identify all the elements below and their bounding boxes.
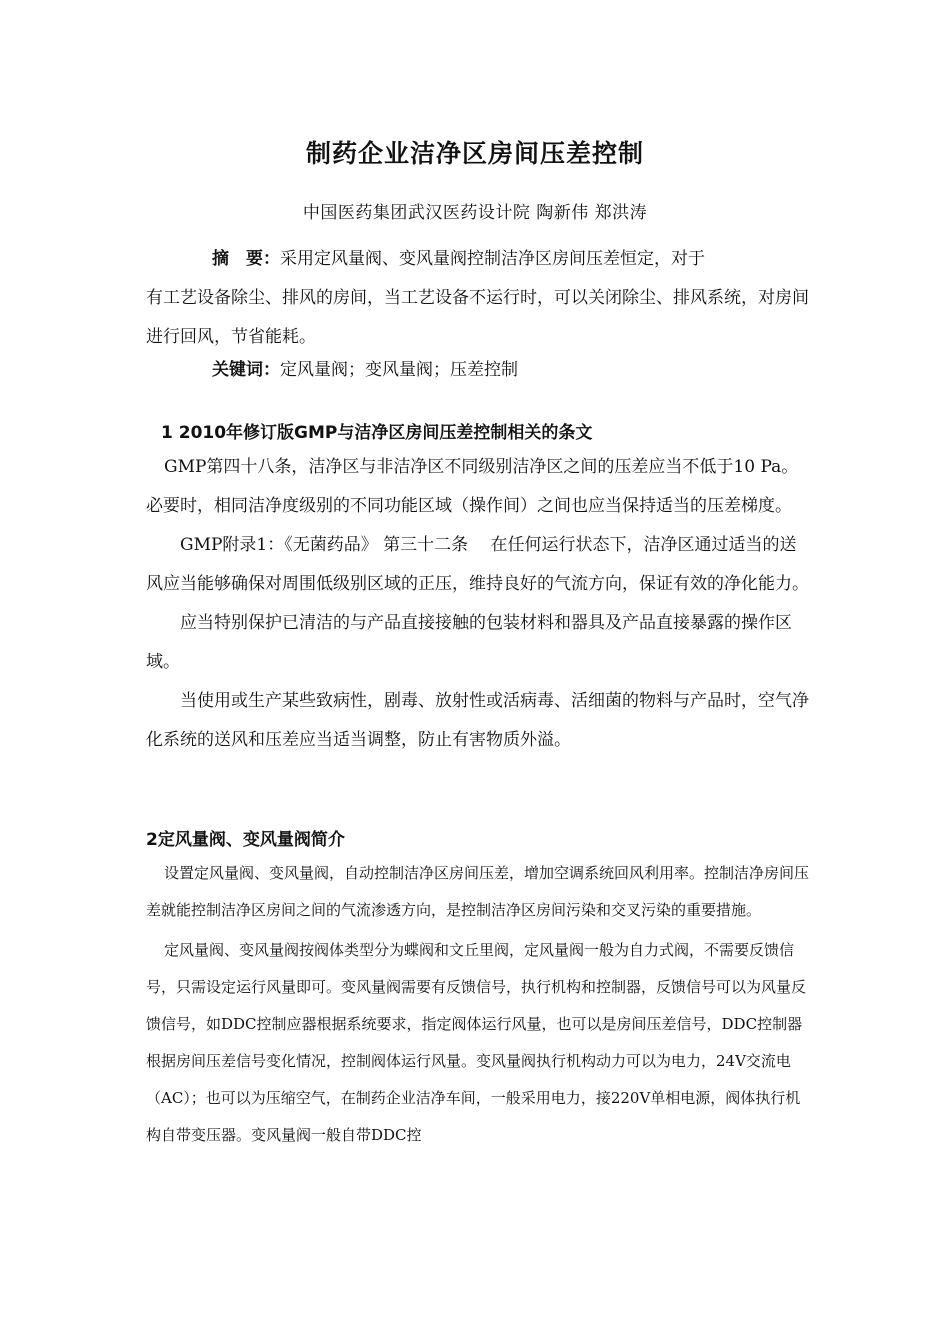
keywords-label: 关键词： [212,360,280,380]
section-1-paragraph: GMP附录1：《无菌药品》 第三十二条 在任何运行状态下，洁净区通过适当的送风应当能够确保对周围低级别区域的正压，维持良好的气流方向，保证有效的净化能力。 [146,535,809,594]
keywords [146,355,810,385]
keywords-text: 定风量阀；变风量阀；压差控制 [280,360,518,380]
section-1-body [146,448,810,760]
authors-line: 中国医药集团武汉医药设计院 陶新伟 郑洪涛 [302,203,648,223]
page-title: 制药企业洁净区房间压差控制 [305,139,644,168]
section-2-heading: 2定风量阀、变风量阀简介 [146,830,345,850]
section-1-heading: 1 2010年修订版GMP与洁净区房间压差控制相关的条文 [161,423,593,443]
section-1-paragraph: 当使用或生产某些致病性，剧毒、放射性或活病毒、活细菌的物料与产品时，空气净化系统的送风和压差应当适当调整，防止有害物质外溢。 [146,691,809,750]
section-2-paragraph: 设置定风量阀、变风量阀，自动控制洁净区房间压差，增加空调系统回风利用率。控制洁净房间压差就能控制洁净区房间之间的气流渗透方向，是控制洁净区房间污染和交叉污染的重要措施。 [146,864,810,919]
abstract-label: 摘 要： [212,249,280,269]
section-2-body [146,855,810,1154]
section-1-paragraph: GMP第四十八条，洁净区与非洁净区不同级别洁净区之间的压差应当不低于10 Pa。必要时，相同洁净度级别的不同功能区域（操作间）之间也应当保持适当的压差梯度。 [146,457,799,516]
section-2-paragraph: 定风量阀、变风量阀按阀体类型分为蝶阀和文丘里阀，定风量阀一般为自力式阀，不需要反馈信号，只需设定运行风量即可。变风量阀需要有反馈信号，执行机构和控制器，反馈信号可以为风量反馈信号，如DDC控制应器根据系统要求，指定阀体运行风量，也可以是房间压差信号，DDC控制器根据房间压差信号变化情况，控制阀体运行风量。变风量阀执行机构动力可以为电力，24V交流电（AC）；也可以为压缩空气，在制药企业洁净车间，一般采用电力，接220V单相电源，阀体执行机构自带变压器。变风量阀一般自带DDC控 [146,941,807,1144]
abstract [146,240,810,357]
abstract-text: 采用定风量阀、变风量阀控制洁净区房间压差恒定，对于 [280,249,705,269]
abstract-continued: 有工艺设备除尘、排风的房间，当工艺设备不运行时，可以关闭除尘、排风系统，对房间进行回风，节省能耗。 [146,288,809,347]
abstract-body [212,249,705,269]
section-1-paragraph: 应当特别保护已清洁的与产品直接接触的包装材料和器具及产品直接暴露的操作区域。 [146,613,792,672]
